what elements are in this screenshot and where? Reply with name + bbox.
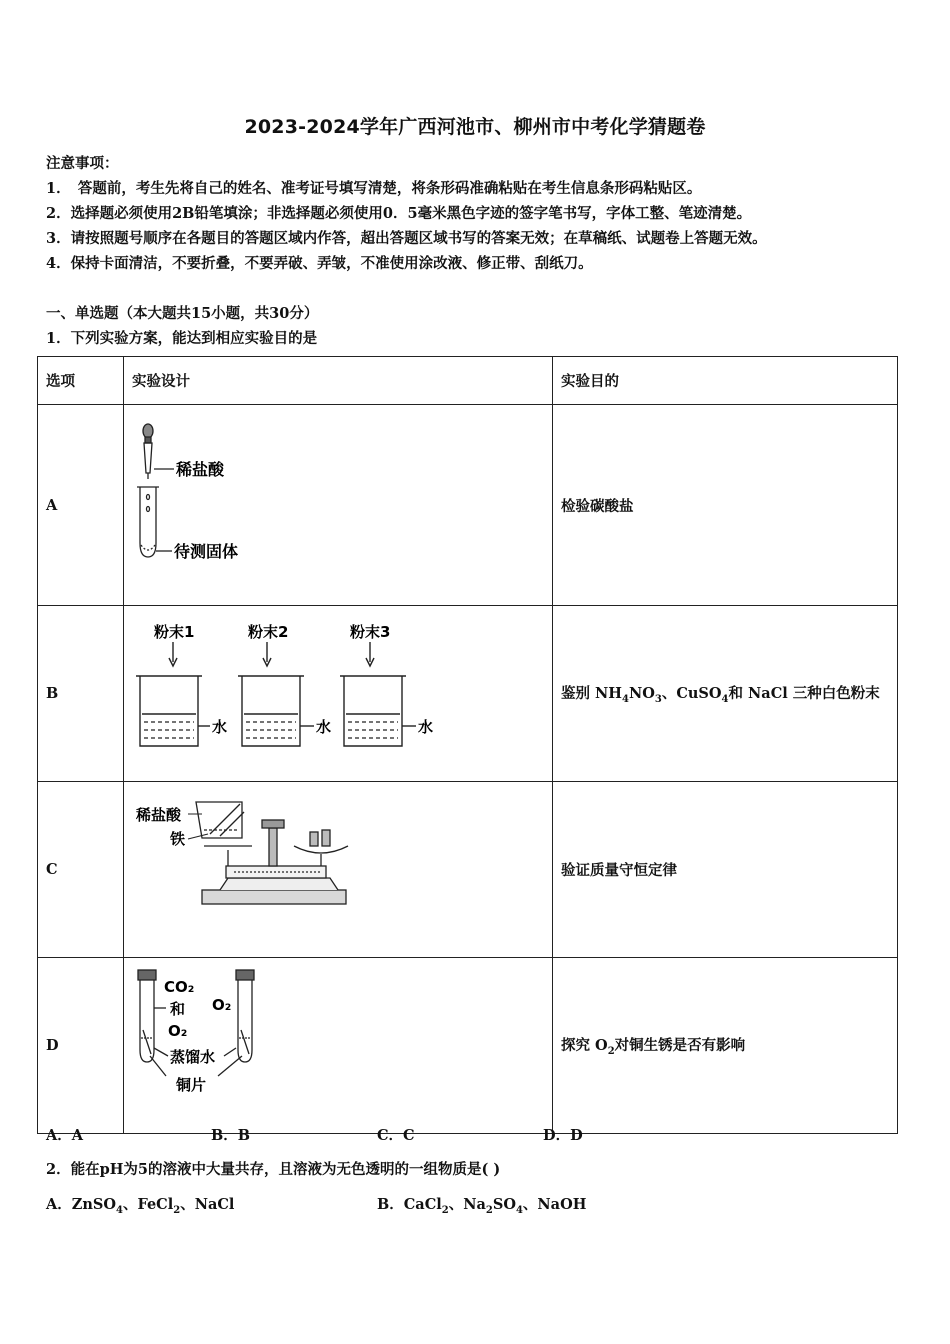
figure-label: CO₂ — [164, 978, 195, 996]
figure-label: 和 — [170, 1000, 186, 1018]
beakers-figure — [124, 606, 553, 777]
question-2-stem: 2．能在pH为5的溶液中大量共存，且溶液为无色透明的一组物质是( ) — [46, 1161, 501, 1178]
dropper-test-tube-figure — [124, 405, 553, 601]
note-item: 4．保持卡面清洁，不要折叠，不要弄破、弄皱，不准使用涂改液、修正带、刮纸刀。 — [46, 255, 593, 272]
table-row — [38, 606, 898, 782]
row-option: D — [38, 958, 124, 1134]
figure-label: 粉末1 — [154, 623, 195, 641]
row-option: C — [38, 782, 124, 958]
question-1-stem: 1．下列实验方案，能达到相应实验目的是 — [46, 330, 318, 347]
balance-figure — [124, 782, 553, 953]
q1-choice-b[interactable]: B．B — [211, 1127, 251, 1144]
page-title: 2023-2024学年广西河池市、柳州市中考化学猜题卷 — [244, 116, 706, 138]
figure-label: O₂ — [168, 1022, 188, 1040]
header-purpose: 实验目的 — [553, 357, 898, 405]
q1-choice-d[interactable]: D．D — [543, 1127, 583, 1144]
notes-heading: 注意事项： — [46, 155, 119, 172]
section-heading: 一、单选题（本大题共15小题，共30分） — [46, 305, 319, 322]
table-header-row — [38, 357, 898, 405]
figure-label: 铁 — [170, 830, 186, 848]
figure-label: 蒸馏水 — [170, 1048, 216, 1066]
figure-label: 水 — [212, 718, 228, 736]
row-option: B — [38, 606, 124, 782]
row-purpose: 检验碳酸盐 — [553, 405, 898, 606]
row-option: A — [38, 405, 124, 606]
row-purpose: 鉴别 $NH_4NO_3$、CuSO$_4$和 NaCl 三种白色粉末 — [553, 606, 898, 782]
row-purpose: 探究 $O_2$对铜生锈是否有影响 — [553, 958, 898, 1134]
table-row — [38, 958, 898, 1134]
copper-rust-figure — [124, 958, 553, 1129]
figure-b-cell — [124, 606, 553, 782]
table-row — [38, 405, 898, 606]
q2-choice-b[interactable]: B．CaCl$_2$、$Na_2SO_4$、NaOH — [377, 1196, 587, 1216]
note-item: 2．选择题必须使用2B铅笔填涂；非选择题必须使用0．5毫米黑色字迹的签字笔书写，字体工整、笔迹清楚。 — [46, 205, 752, 222]
figure-c-cell — [124, 782, 553, 958]
q1-choice-c[interactable]: C．C — [377, 1127, 415, 1144]
figure-label: 稀盐酸 — [136, 806, 182, 824]
experiment-table — [37, 356, 898, 1134]
figure-a-cell — [124, 405, 553, 606]
figure-label: 铜片 — [176, 1076, 207, 1094]
header-design: 实验设计 — [124, 357, 553, 405]
row-purpose: 验证质量守恒定律 — [553, 782, 898, 958]
figure-label: 粉末2 — [248, 623, 289, 641]
figure-label: 待测固体 — [174, 542, 239, 561]
table-row — [38, 782, 898, 958]
q1-choice-a[interactable]: A．A — [46, 1127, 84, 1144]
figure-label: 稀盐酸 — [176, 460, 225, 479]
note-item: 3．请按照题号顺序在各题目的答题区域内作答，超出答题区域书写的答案无效；在草稿纸、试题卷上答题无效。 — [46, 230, 767, 247]
q2-choice-a[interactable]: A．ZnSO$_4$、FeCl$_2$、NaCl — [46, 1196, 235, 1216]
header-option: 选项 — [38, 357, 124, 405]
figure-label: O₂ — [212, 996, 232, 1014]
figure-label: 水 — [316, 718, 332, 736]
figure-label: 粉末3 — [350, 623, 391, 641]
figure-label: 水 — [418, 718, 434, 736]
note-item: 1． 答题前，考生先将自己的姓名、准考证号填写清楚，将条形码准确粘贴在考生信息条形码粘贴区。 — [46, 180, 702, 197]
figure-d-cell — [124, 958, 553, 1134]
